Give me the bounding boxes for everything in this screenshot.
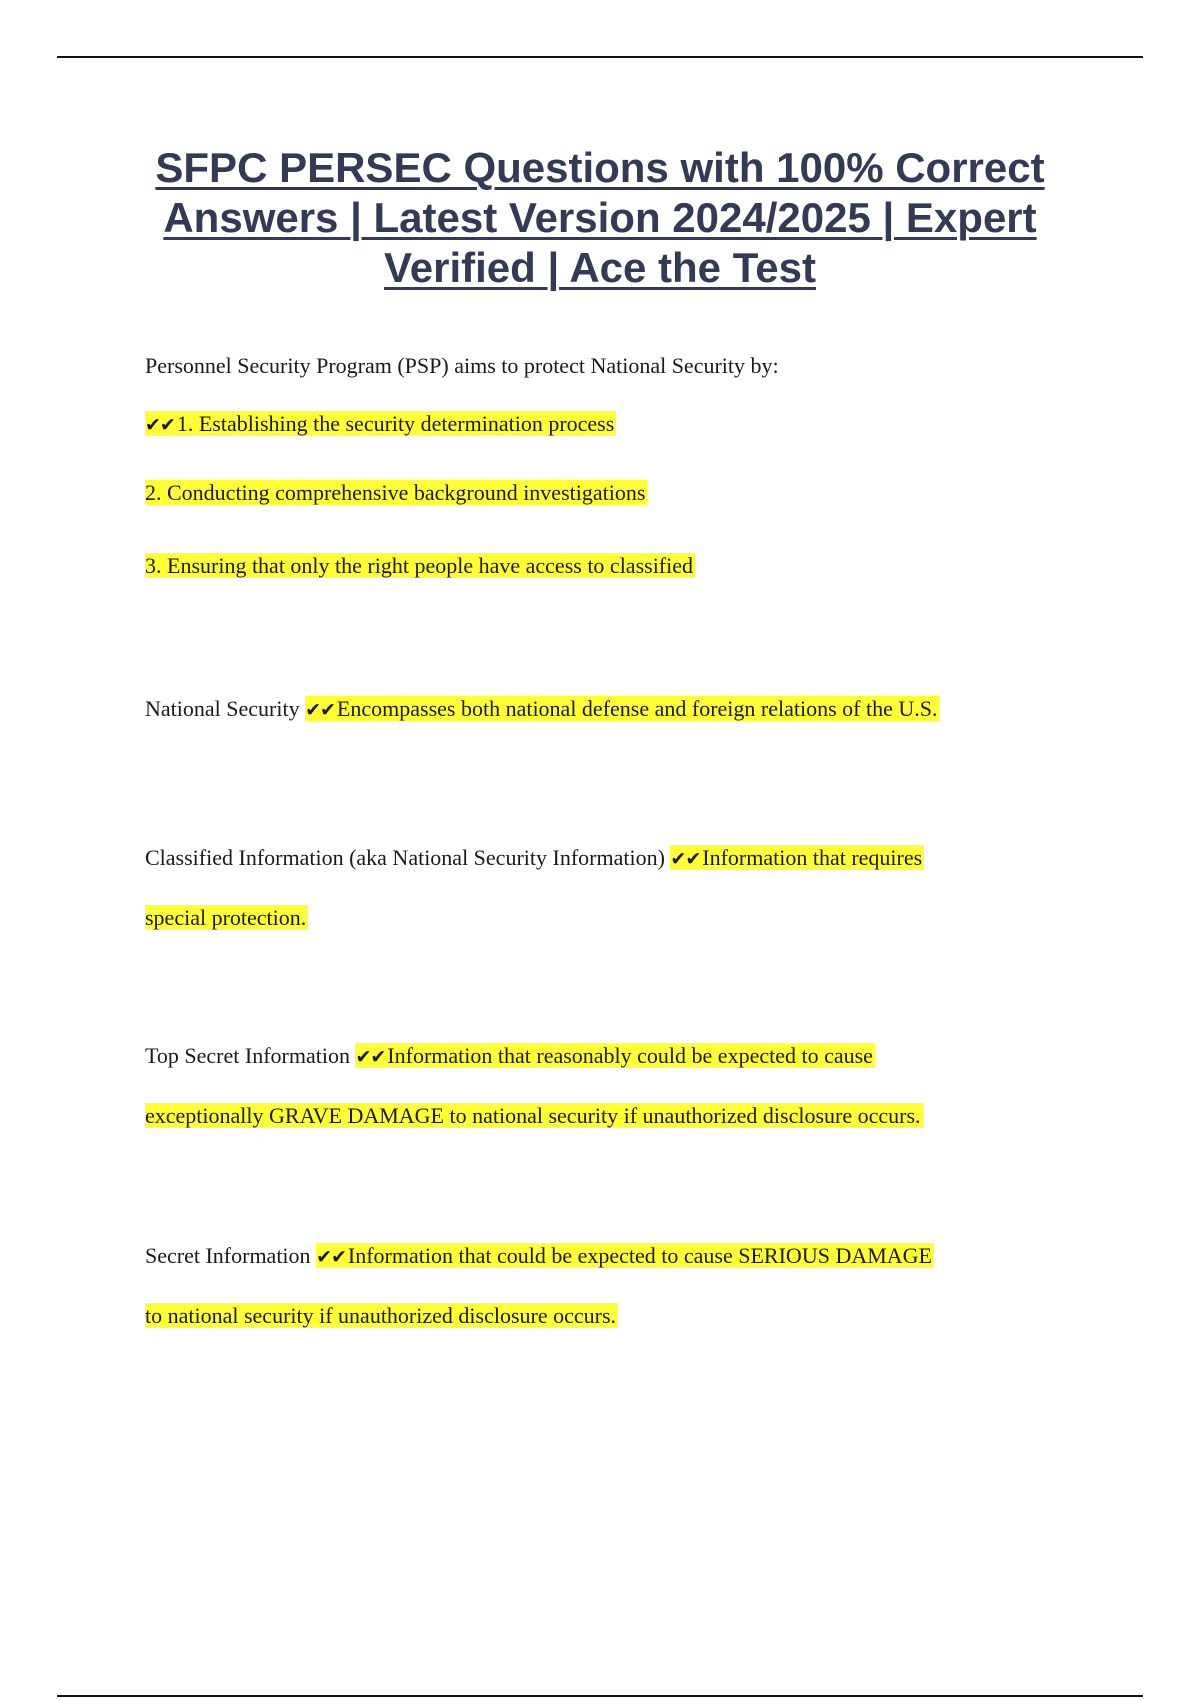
answer-highlight xyxy=(670,845,924,870)
top-rule xyxy=(57,56,1143,58)
term-text: Top Secret Information xyxy=(145,1043,350,1068)
term-text: National Security xyxy=(145,696,300,721)
answer-text: to national security if unauthorized disclosure occurs. xyxy=(145,1303,617,1328)
answer-psp-line-2 xyxy=(145,478,647,508)
entry-national-security xyxy=(145,694,940,725)
double-check-icon: ✔✔ xyxy=(145,414,175,436)
term-text: Secret Information xyxy=(145,1243,311,1268)
answer-text: 2. Conducting comprehensive background investigations xyxy=(145,480,646,505)
question-psp: Personnel Security Program (PSP) aims to protect National Security by: xyxy=(145,353,779,378)
answer-highlight xyxy=(305,696,939,721)
double-check-icon: ✔✔ xyxy=(316,1246,346,1268)
answer-text: Information that requires xyxy=(702,845,923,870)
answer-highlight xyxy=(355,1043,875,1068)
double-check-icon: ✔✔ xyxy=(305,699,335,721)
answer-text: Information that could be expected to cause SERIOUS DAMAGE xyxy=(347,1243,932,1268)
entry-classified-information-line-2 xyxy=(145,903,308,933)
bottom-rule xyxy=(57,1695,1143,1697)
entry-top-secret xyxy=(145,1041,875,1072)
answer-text: 3. Ensuring that only the right people have access to classified xyxy=(145,553,694,578)
entry-classified-information xyxy=(145,843,924,874)
answer-highlight xyxy=(316,1243,934,1268)
entry-top-secret-line-2 xyxy=(145,1101,923,1131)
answer-psp-line-3 xyxy=(145,551,695,581)
answer-text: Information that reasonably could be expected to cause xyxy=(387,1043,873,1068)
answer-psp-line-1 xyxy=(145,409,616,440)
answer-highlight xyxy=(145,411,616,436)
double-check-icon: ✔✔ xyxy=(355,1046,386,1068)
answer-text: exceptionally GRAVE DAMAGE to national security if unauthorized disclosure occurs. xyxy=(145,1103,921,1128)
answer-text: 1. Establishing the security determination process xyxy=(176,411,615,436)
answer-text: special protection. xyxy=(145,905,307,930)
document-title: SFPC PERSEC Questions with 100% Correct Answers | Latest Version 2024/2025 | Expert Verified | Ace the Test xyxy=(155,144,1045,291)
double-check-icon: ✔✔ xyxy=(670,848,701,870)
entry-secret xyxy=(145,1241,934,1272)
answer-text: Encompasses both national defense and foreign relations of the U.S. xyxy=(336,696,938,721)
entry-secret-line-2 xyxy=(145,1301,618,1331)
term-text: Classified Information (aka National Security Information) xyxy=(145,845,665,870)
